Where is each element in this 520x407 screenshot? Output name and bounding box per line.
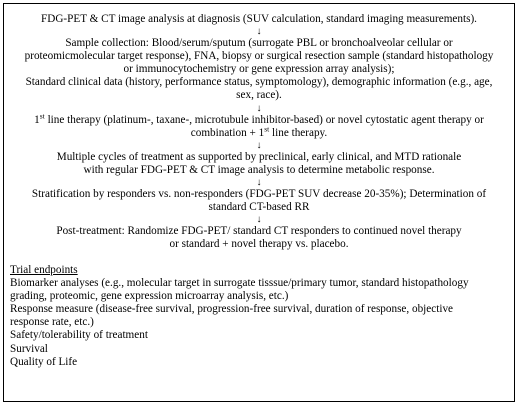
endpoint-line: Safety/tolerability of treatment <box>10 329 148 342</box>
endpoints-title: Trial endpoints <box>10 264 78 276</box>
endpoint-line: response rate, etc.) <box>10 316 94 329</box>
endpoint-line: Response measure (disease-free survival, progression-free survival, duration of response, objective <box>10 303 453 316</box>
step-line: 1st line therapy (platinum-, taxane-, microtubule inhibitor-based) or novel cytostatic agent therapy or <box>34 110 484 126</box>
step-line: Standard clinical data (history, performance status, symptomology), demographic information (e.g., age, <box>25 76 493 89</box>
step-line: with regular FDG-PET & CT image analysis to determine metabolic response. <box>83 163 435 176</box>
flowchart-frame <box>3 3 515 402</box>
down-arrow-icon: ↓ <box>256 176 262 188</box>
step-line: proteomicmolecular target response), FNA, biopsy or surgical resection sample (standard histopathology <box>24 50 494 63</box>
step-line: Post-treatment: Randomize FDG-PET/ standard CT responders to continued novel therapy <box>56 225 462 238</box>
down-arrow-icon: ↓ <box>256 139 262 151</box>
step-line: combination + 1st line therapy. <box>190 123 328 139</box>
step-stratification <box>10 188 508 214</box>
flow-steps <box>10 13 508 251</box>
step-imaging-at-diagnosis <box>10 13 508 26</box>
step-multiple-cycles <box>10 151 508 177</box>
step-line: standard CT-based RR <box>208 201 310 214</box>
endpoint-line: grading, proteomic, gene expression microarray analysis, etc.) <box>10 290 289 303</box>
step-sample-collection <box>10 37 508 102</box>
step-line: or immunocytochemistry or gene expression array analysis); <box>123 63 395 76</box>
down-arrow-icon: ↓ <box>256 214 262 226</box>
endpoint-line: Survival <box>10 342 48 355</box>
down-arrow-icon: ↓ <box>256 102 262 114</box>
step-line: Stratification by responders vs. non-responders (FDG-PET SUV decrease 20-35%); Determination of <box>31 187 487 200</box>
step-first-line-therapy <box>10 110 508 140</box>
step-line: Sample collection: Blood/serum/sputum (surrogate PBL or bronchoalveolar cellular or <box>65 37 453 50</box>
down-arrow-icon: ↓ <box>256 26 262 38</box>
endpoint-line: Quality of Life <box>10 355 78 368</box>
step-post-treatment <box>10 225 508 251</box>
trial-endpoints <box>10 264 510 369</box>
step-line: or standard + novel therapy vs. placebo. <box>169 238 349 251</box>
step-line: Multiple cycles of treatment as supported by preclinical, early clinical, and MTD rationale <box>56 150 462 163</box>
step-line: sex, race). <box>236 89 282 102</box>
endpoint-line: Biomarker analyses (e.g., molecular target in surrogate tisssue/primary tumor, standard histopathology <box>10 277 469 290</box>
step-line: FDG-PET & CT image analysis at diagnosis (SUV calculation, standard imaging measurements). <box>41 13 477 25</box>
